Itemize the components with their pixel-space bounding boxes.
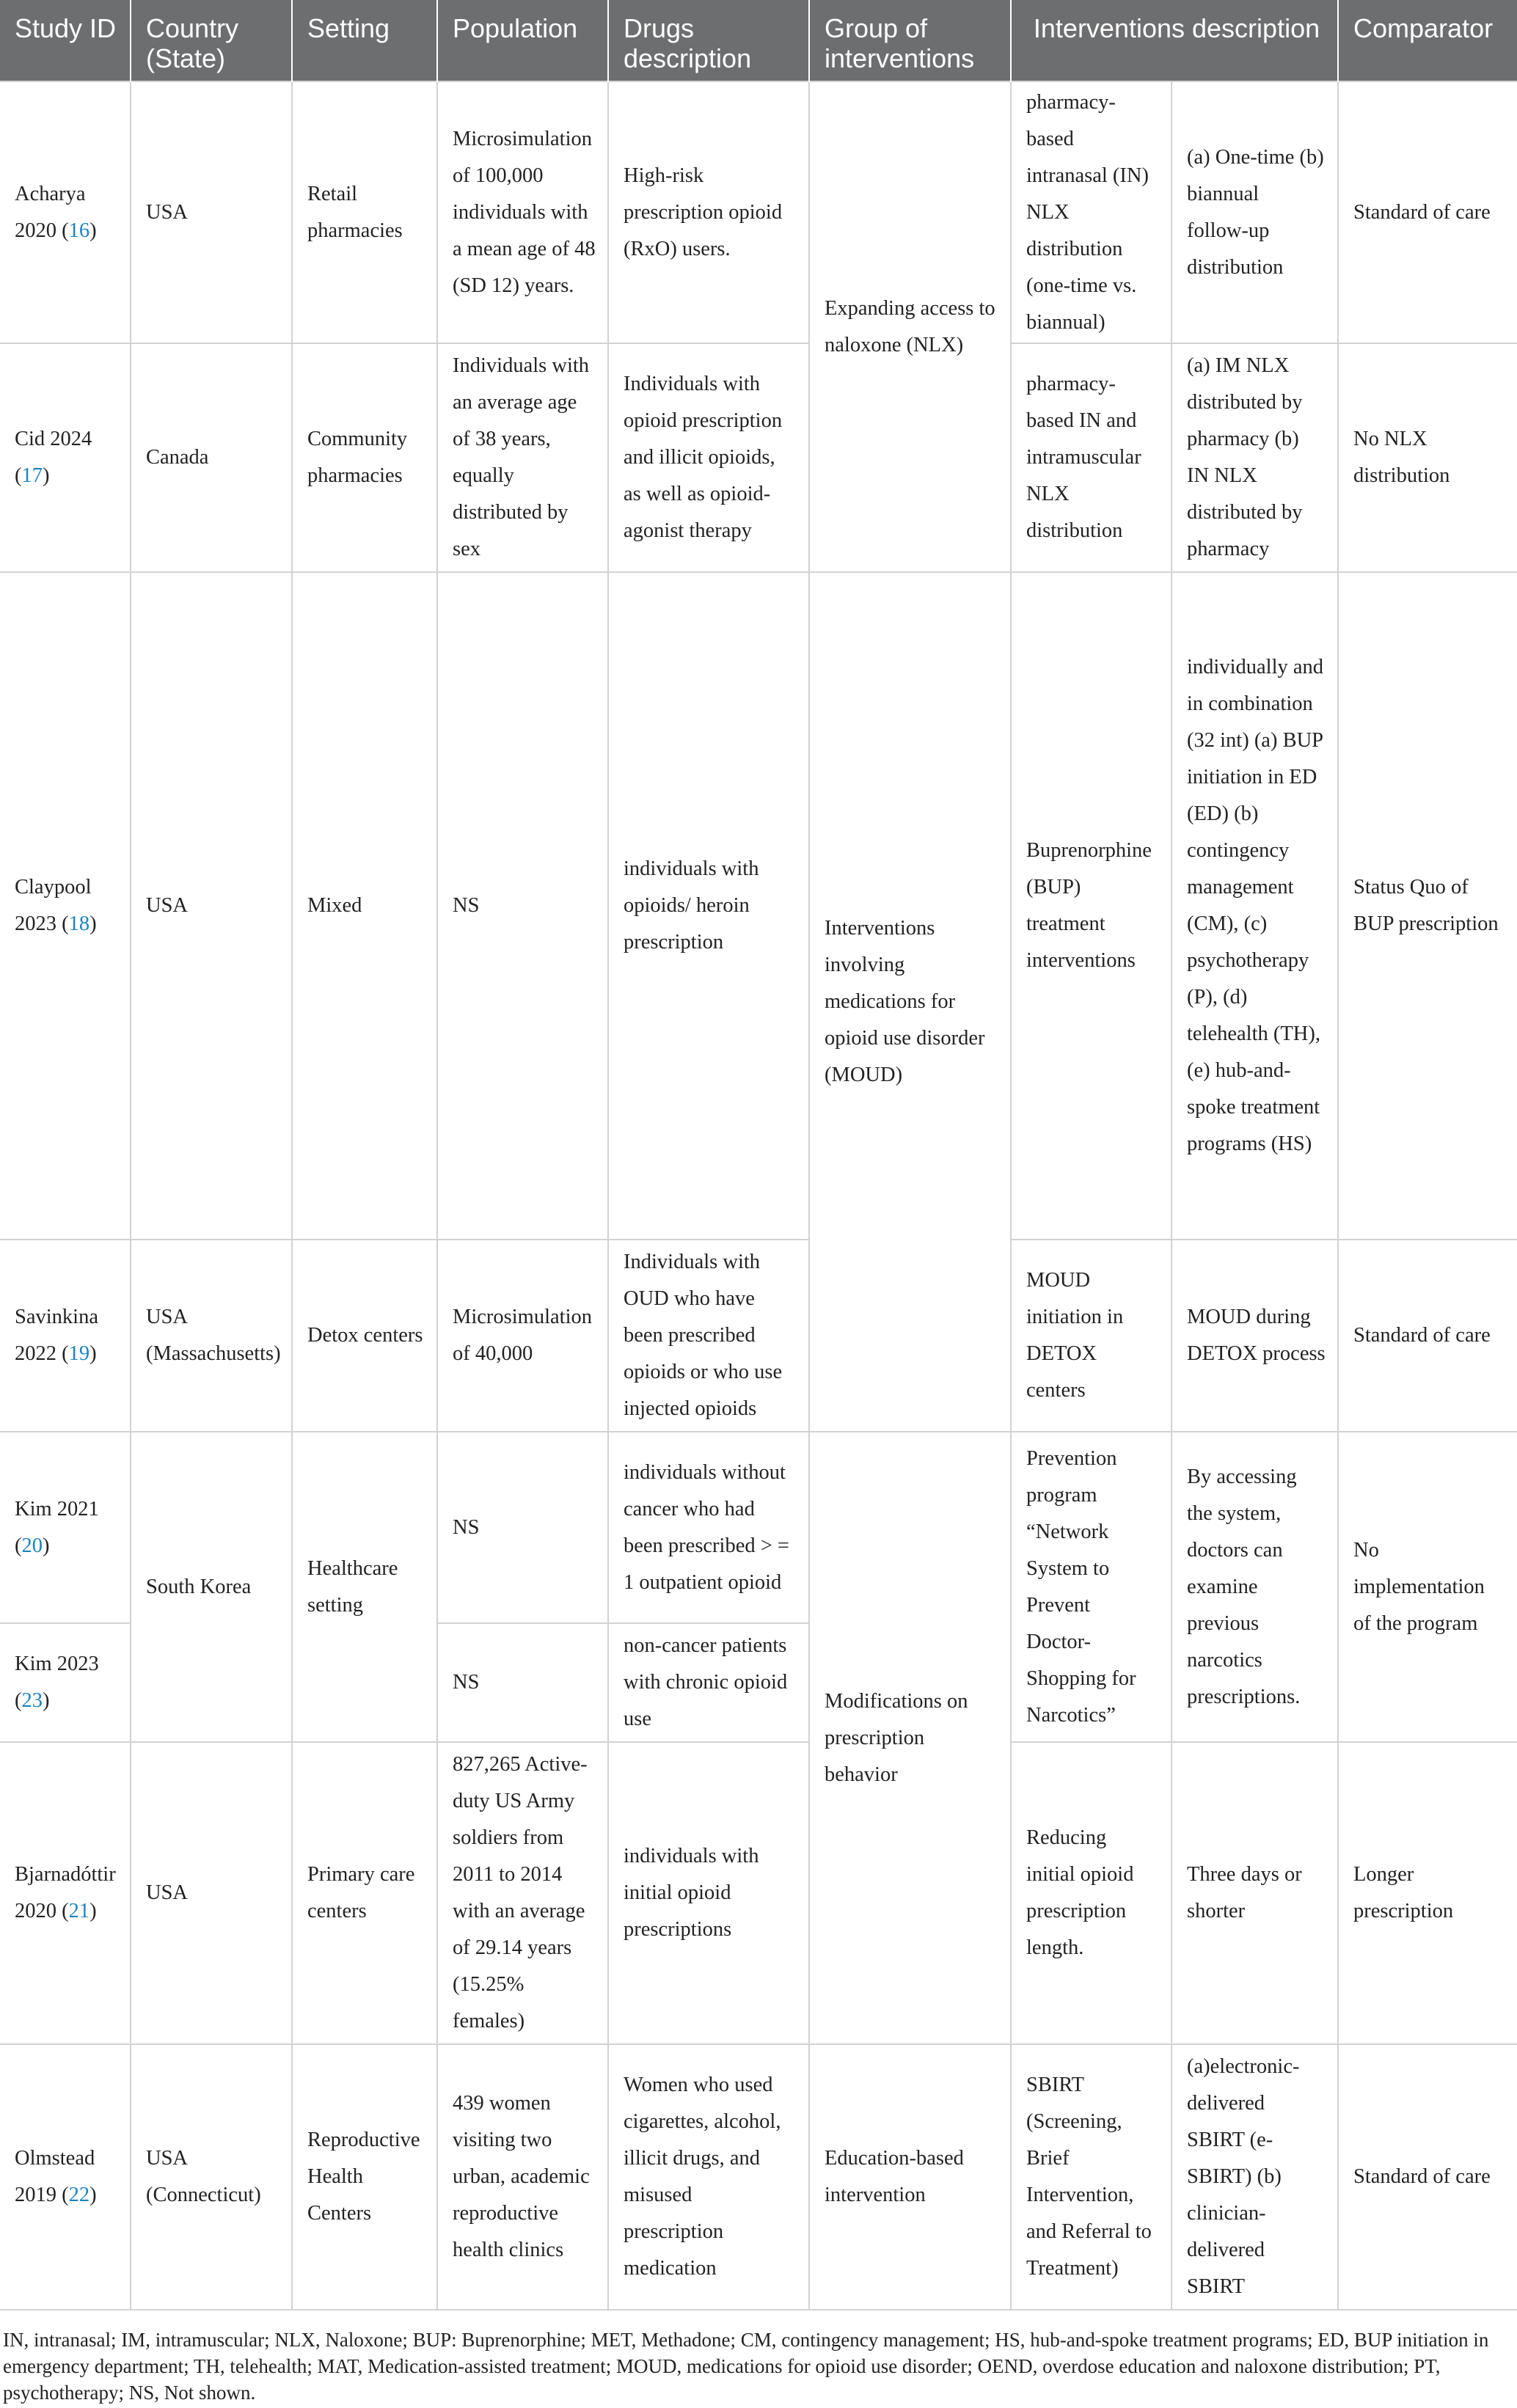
- comparator-cell: Longer prescription: [1338, 1742, 1517, 2044]
- header-population: Population: [437, 0, 608, 81]
- reference-link[interactable]: 17: [21, 464, 43, 487]
- header-drugs: Drugs description: [608, 0, 809, 81]
- header-study-id: Study ID: [0, 0, 131, 81]
- header-interventions: Interventions description: [1011, 0, 1338, 81]
- study-id: Acharya 2020: [15, 182, 86, 242]
- setting-cell: Retail pharmacies: [292, 81, 437, 343]
- group-cell: Expanding access to naloxone (NLX): [809, 81, 1011, 572]
- setting-cell: Community pharmacies: [292, 343, 437, 572]
- reference-link[interactable]: 18: [68, 912, 90, 935]
- comparator-cell: Standard of care: [1338, 1240, 1517, 1432]
- drugs-cell: Individuals with opioid prescription and illicit opioids, as well as opioid-agonist therapy: [608, 343, 809, 572]
- intervention-detail-cell: (a) One-time (b) biannual follow-up distribution: [1171, 81, 1338, 343]
- population-cell: Microsimulation of 40,000: [437, 1240, 608, 1432]
- reference-link[interactable]: 23: [21, 1689, 43, 1712]
- comparator-cell: No NLX distribution: [1338, 343, 1517, 572]
- study-id: Claypool 2023: [15, 876, 92, 935]
- study-id-cell: Kim 2021 (20): [0, 1432, 131, 1623]
- intervention-main-cell: MOUD initiation in DETOX centers: [1011, 1240, 1171, 1432]
- population-cell: 827,265 Active-duty US Army soldiers from 2011 to 2014 with an average of 29.14 years (15.25% females): [437, 1742, 608, 2044]
- comparator-cell: Standard of care: [1338, 81, 1517, 343]
- study-id-cell: Cid 2024 (17): [0, 343, 131, 572]
- reference-link[interactable]: 22: [68, 2184, 90, 2206]
- table-row: [0, 343, 1517, 572]
- population-cell: 439 women visiting two urban, academic reproductive health clinics: [437, 2044, 608, 2310]
- study-id: Kim 2021: [15, 1497, 99, 1520]
- setting-cell: Reproductive Health Centers: [292, 2044, 437, 2310]
- table-row: [0, 1240, 1517, 1432]
- drugs-cell: Women who used cigarettes, alcohol, illicit drugs, and misused prescription medication: [608, 2044, 809, 2310]
- intervention-main-cell: SBIRT (Screening, Brief Intervention, and Referral to Treatment): [1011, 2044, 1171, 2310]
- drugs-cell: Individuals with OUD who have been prescribed opioids or who use injected opioids: [608, 1240, 809, 1432]
- study-id-cell: Kim 2023 (23): [0, 1623, 131, 1742]
- intervention-main-cell: Prevention program “Network System to Prevent Doctor-Shopping for Narcotics”: [1011, 1432, 1171, 1742]
- drugs-cell: individuals with initial opioid prescriptions: [608, 1742, 809, 2044]
- country-cell: USA: [131, 1742, 292, 2044]
- group-cell: Modifications on prescription behavior: [809, 1432, 1011, 2044]
- setting-cell: Primary care centers: [292, 1742, 437, 2044]
- header-setting: Setting: [292, 0, 437, 81]
- table-row: [0, 1432, 1517, 1623]
- table-row: [0, 2044, 1517, 2310]
- study-id-cell: Acharya 2020 (16): [0, 81, 131, 343]
- intervention-main-cell: pharmacy-based intranasal (IN) NLX distribution (one-time vs. biannual): [1011, 81, 1171, 343]
- study-id: Savinkina 2022: [15, 1306, 98, 1365]
- setting-cell: Detox centers: [292, 1240, 437, 1432]
- reference-link[interactable]: 20: [21, 1534, 43, 1557]
- header-row: [0, 0, 1517, 81]
- country-cell: USA (Connecticut): [131, 2044, 292, 2310]
- study-id-cell: Claypool 2023 (18): [0, 572, 131, 1240]
- reference-link[interactable]: 19: [68, 1342, 90, 1365]
- study-id-cell: Bjarnadóttir 2020 (21): [0, 1742, 131, 2044]
- intervention-detail-cell: MOUD during DETOX process: [1171, 1240, 1338, 1432]
- group-cell: Education-based intervention: [809, 2044, 1011, 2310]
- header-group: Group of interventions: [809, 0, 1011, 81]
- study-id-cell: Olmstead 2019 (22): [0, 2044, 131, 2310]
- drugs-cell: High-risk prescription opioid (RxO) users.: [608, 81, 809, 343]
- setting-cell: Mixed: [292, 572, 437, 1240]
- intervention-main-cell: Buprenorphine (BUP) treatment interventions: [1011, 572, 1171, 1240]
- intervention-detail-cell: By accessing the system, doctors can examine previous narcotics prescriptions.: [1171, 1432, 1338, 1742]
- intervention-main-cell: pharmacy-based IN and intramuscular NLX distribution: [1011, 343, 1171, 572]
- study-id: Kim 2023: [15, 1653, 99, 1675]
- header-country: Country (State): [131, 0, 292, 81]
- population-cell: Microsimulation of 100,000 individuals with a mean age of 48 (SD 12) years.: [437, 81, 608, 343]
- reference-link[interactable]: 21: [68, 1900, 90, 1922]
- group-cell: Interventions involving medications for opioid use disorder (MOUD): [809, 572, 1011, 1432]
- population-cell: NS: [437, 1432, 608, 1623]
- setting-cell: Healthcare setting: [292, 1432, 437, 1742]
- intervention-main-cell: Reducing initial opioid prescription length.: [1011, 1742, 1171, 2044]
- table-row: [0, 1742, 1517, 2044]
- intervention-detail-cell: (a) IM NLX distributed by pharmacy (b) IN NLX distributed by pharmacy: [1171, 343, 1338, 572]
- intervention-detail-cell: (a)electronic-delivered SBIRT (e-SBIRT) (b) clinician-delivered SBIRT: [1171, 2044, 1338, 2310]
- reference-link[interactable]: 16: [68, 219, 90, 242]
- population-cell: Individuals with an average age of 38 years, equally distributed by sex: [437, 343, 608, 572]
- study-id: Olmstead 2019: [15, 2147, 95, 2206]
- intervention-detail-cell: individually and in combination (32 int) (a) BUP initiation in ED (ED) (b) contingency management (CM), (c) psychotherapy (P), (d) telehealth (TH), (e) hub-and-spoke treatment programs (HS): [1171, 572, 1338, 1240]
- population-cell: NS: [437, 572, 608, 1240]
- country-cell: South Korea: [131, 1432, 292, 1742]
- table-row: [0, 572, 1517, 1240]
- comparator-cell: Standard of care: [1338, 2044, 1517, 2310]
- table-footnote: IN, intranasal; IM, intramuscular; NLX, Naloxone; BUP: Buprenorphine; MET, Methadone; CM, contingency management; HS, hub-and-spoke treatment programs; ED, BUP initiation in emergency department; TH, telehealth; MAT, Medication-assisted treatment; MOUD, medications for opioid use disorder; OEND, overdose education and naloxone distribution; PT, psychotherapy; NS, Not shown.: [3, 2329, 1489, 2404]
- population-cell: NS: [437, 1623, 608, 1742]
- comparator-cell: No implementation of the program: [1338, 1432, 1517, 1742]
- country-cell: USA (Massachusetts): [131, 1240, 292, 1432]
- drugs-cell: individuals without cancer who had been prescribed > = 1 outpatient opioid: [608, 1432, 809, 1623]
- header-comparator: Comparator: [1338, 0, 1517, 81]
- country-cell: USA: [131, 81, 292, 343]
- comparator-cell: Status Quo of BUP prescription: [1338, 572, 1517, 1240]
- country-cell: USA: [131, 572, 292, 1240]
- study-id: Bjarnadóttir 2020: [15, 1863, 116, 1922]
- country-cell: Canada: [131, 343, 292, 572]
- intervention-detail-cell: Three days or shorter: [1171, 1742, 1338, 2044]
- drugs-cell: individuals with opioids/ heroin prescription: [608, 572, 809, 1240]
- study-id: Cid 2024: [15, 428, 92, 450]
- drugs-cell: non-cancer patients with chronic opioid use: [608, 1623, 809, 1742]
- study-id-cell: Savinkina 2022 (19): [0, 1240, 131, 1432]
- table-row: [0, 81, 1517, 343]
